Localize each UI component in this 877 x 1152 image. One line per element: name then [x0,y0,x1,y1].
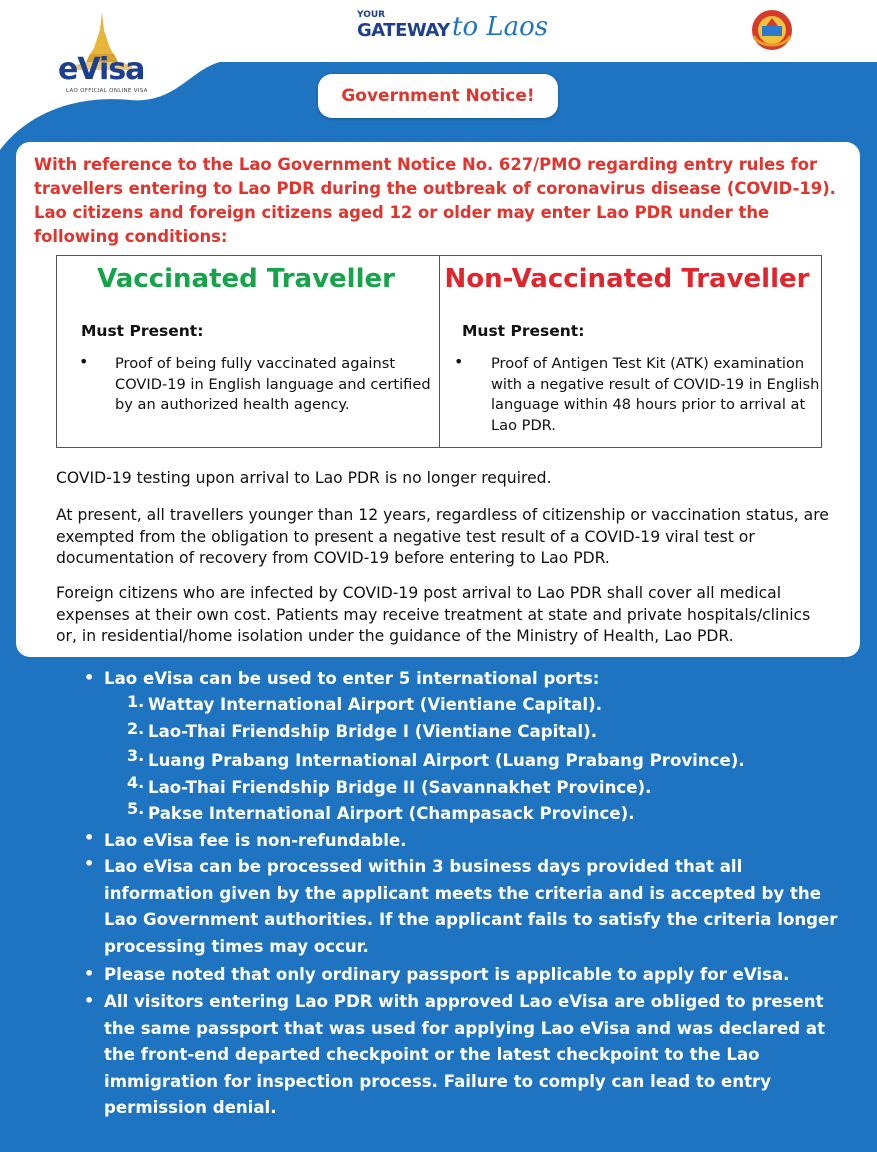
non-vaccinated-requirement: Proof of Antigen Test Kit (ATK) examination with a negative result of COVID-19 in English language within 48 hours prior to arrival at Lao PDR. [491,355,820,434]
bullet-icon: • [454,352,464,371]
tagline-gateway: GATEWAY [357,20,450,41]
port-number: 2. [127,719,145,738]
port-number: 4. [127,773,145,792]
intro-text: With reference to the Lao Government Notice No. 627/PMO regarding entry rules for travellers entering to Lao PDR during the outbreak of coronavirus disease (COVID-19). Lao citizens and foreign citizens aged 12 or older may enter Lao PDR under the following conditions: [34,155,836,246]
bullet-icon: • [84,991,95,1010]
bullet-icon: • [79,352,89,371]
port-item: Lao-Thai Friendship Bridge I (Vientiane Capital). [148,722,597,741]
logo-wordmark: eVisa [58,52,145,87]
port-item: Lao-Thai Friendship Bridge II (Savannakhet Province). [148,778,652,797]
non-vaccinated-must-present: Must Present: [462,322,585,340]
bullet-icon: • [84,828,95,847]
port-item: Wattay International Airport (Vientiane Capital). [148,695,603,714]
lao-national-emblem-icon [748,6,796,54]
vaccinated-must-present: Must Present: [81,322,204,340]
government-notice-badge: Government Notice! [318,74,558,118]
vaccinated-title: Vaccinated Traveller [97,264,395,294]
logo-subtitle: LAO OFFICIAL ONLINE VISA [66,88,148,94]
bullet-icon: • [84,854,95,873]
paragraph-testing: COVID-19 testing upon arrival to Lao PDR is no longer required. [56,469,552,487]
vaccinated-requirement: Proof of being fully vaccinated against COVID-19 in English language and certified by an authorized health agency. [115,355,431,413]
paragraph-costs: Foreign citizens who are infected by COVID-19 post arrival to Lao PDR shall cover all medical expenses at their own cost. Patients may receive treatment at state and private hospitals/clinics or, in residential/home isolation under the guidance of the Ministry of Health, Lao PDR. [56,584,811,645]
note-passport: Please noted that only ordinary passport is applicable to apply for eVisa. [104,965,790,984]
traveller-requirements-table [56,255,822,448]
port-number: 5. [127,799,145,818]
port-item: Pakse International Airport (Champasack Province). [148,804,635,823]
vaccinated-column [57,256,439,447]
tagline-to-laos: to Laos [452,12,549,42]
note-fee: Lao eVisa fee is non-refundable. [104,831,407,850]
bullet-icon: • [84,668,95,687]
port-number: 1. [127,692,145,711]
ports-intro: Lao eVisa can be used to enter 5 international ports: [104,669,600,688]
port-number: 3. [127,746,145,765]
port-item: Luang Prabang International Airport (Luang Prabang Province). [148,751,745,770]
note-processing: Lao eVisa can be processed within 3 business days provided that all information given by the applicant meets the criteria and is accepted by the Lao Government authorities. If the applicant fails to satisfy the criteria longer processing times may occur. [104,857,838,956]
bullet-icon: • [84,964,95,983]
non-vaccinated-column [440,256,822,447]
note-same-passport: All visitors entering Lao PDR with approved Lao eVisa are obliged to present the same passport that was used for applying Lao eVisa and was declared at the front-end departed checkpoint or the latest checkpoint to the Lao immigration for inspection process. Failure to comply can lead to entry permission denial. [104,992,826,1117]
paragraph-exemption: At present, all travellers younger than 12 years, regardless of citizenship or vaccination status, are exempted from the obligation to present a negative test result of a COVID-19 viral test or documentation of recovery from COVID-19 before entering to Lao PDR. [56,506,829,567]
tagline-your: YOUR [357,10,386,20]
non-vaccinated-title: Non-Vaccinated Traveller [444,264,810,294]
